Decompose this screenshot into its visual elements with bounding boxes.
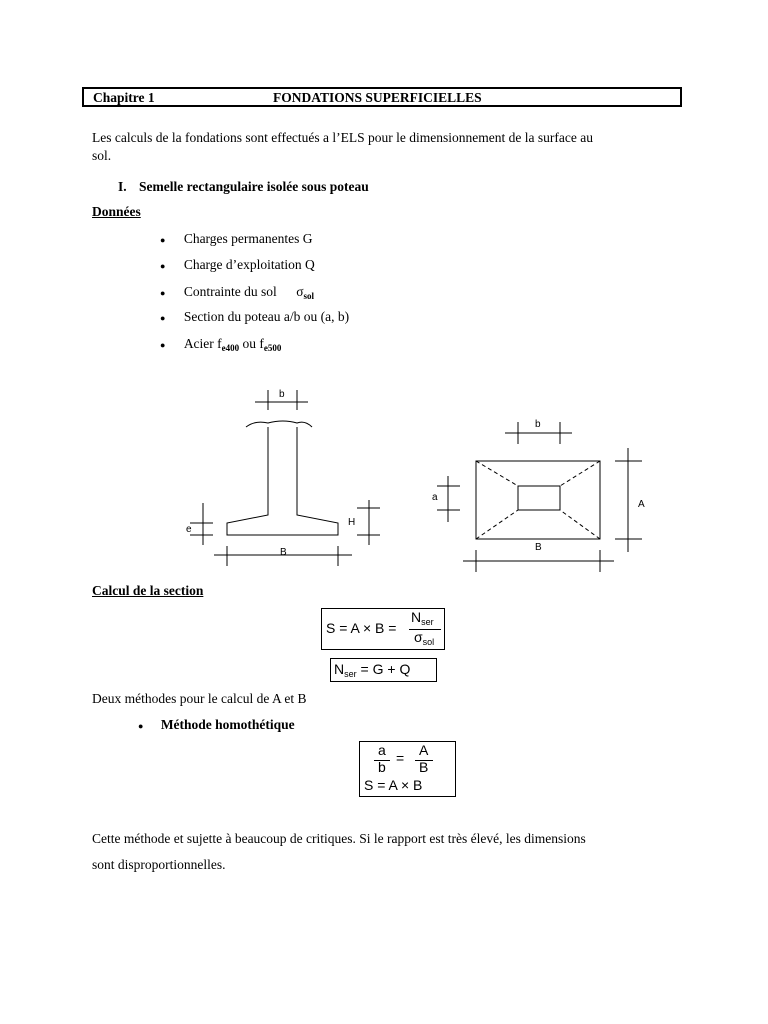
section-title: Semelle rectangulaire isolée sous poteau [139,179,369,194]
formula-homothetic-box: a b = A B S = A × B [359,741,456,797]
donnees-item: ● Charge d’exploitation Q [160,257,315,272]
label-H: H [348,517,356,528]
formula-section-box: S = A × B = $N_{ser}$ $\sigma_{sol}$ [321,608,445,650]
conclusion-line-1: Cette méthode et sujette à beaucoup de critiques. Si le rapport est très élevé, les dimensions [92,831,586,846]
intro-line-1: Les calculs de la fondations sont effectués a l’ELS pour le dimensionnement de la surface au [92,130,593,145]
donnees-item: ● Section du poteau a/b ou (a, b) [160,309,350,324]
label-b-elevation: b [279,389,285,400]
foundation-figure [0,380,768,580]
method-item: ● Méthode homothétique [138,717,295,732]
sigma-symbol: σ [296,284,304,299]
bullet-icon: ● [160,261,166,271]
chapter-number: Chapitre 1 [93,90,155,105]
bullet-icon: ● [160,235,166,245]
donnees-item: ● Acier $f_{e400}$ ou $f_{e500}$ [160,336,282,353]
section-number: I. [118,179,127,194]
column-break-line [246,421,312,427]
label-a-plan: a [432,492,438,503]
donnees-item: ● Contrainte du sol $\sigma_{sol}$ [160,284,314,301]
bullet-icon: ● [160,288,166,298]
label-A-plan: A [638,499,645,510]
label-B-plan: B [535,542,542,553]
label-e: e [186,524,192,535]
footing-elevation-outline [227,427,338,535]
label-b-plan: b [535,419,541,430]
column-plan-outline [518,486,560,510]
bullet-icon: ● [160,340,166,350]
chapter-header [82,87,682,107]
conclusion-line-2: sont disproportionnelles. [92,857,226,872]
donnees-heading: Données [92,204,141,219]
label-B-elevation: B [280,547,287,558]
chapter-title: FONDATIONS SUPERFICIELLES [273,90,482,105]
bullet-icon: ● [138,721,144,731]
calcul-heading: Calcul de la section [92,583,204,598]
donnees-item: ● Charges permanentes G [160,231,313,246]
intro-line-2: sol. [92,148,112,163]
formula-nser-box: $N_{ser} = G + Q$ [330,658,437,682]
methods-intro: Deux méthodes pour le calcul de A et B [92,691,307,706]
bullet-icon: ● [160,313,166,323]
